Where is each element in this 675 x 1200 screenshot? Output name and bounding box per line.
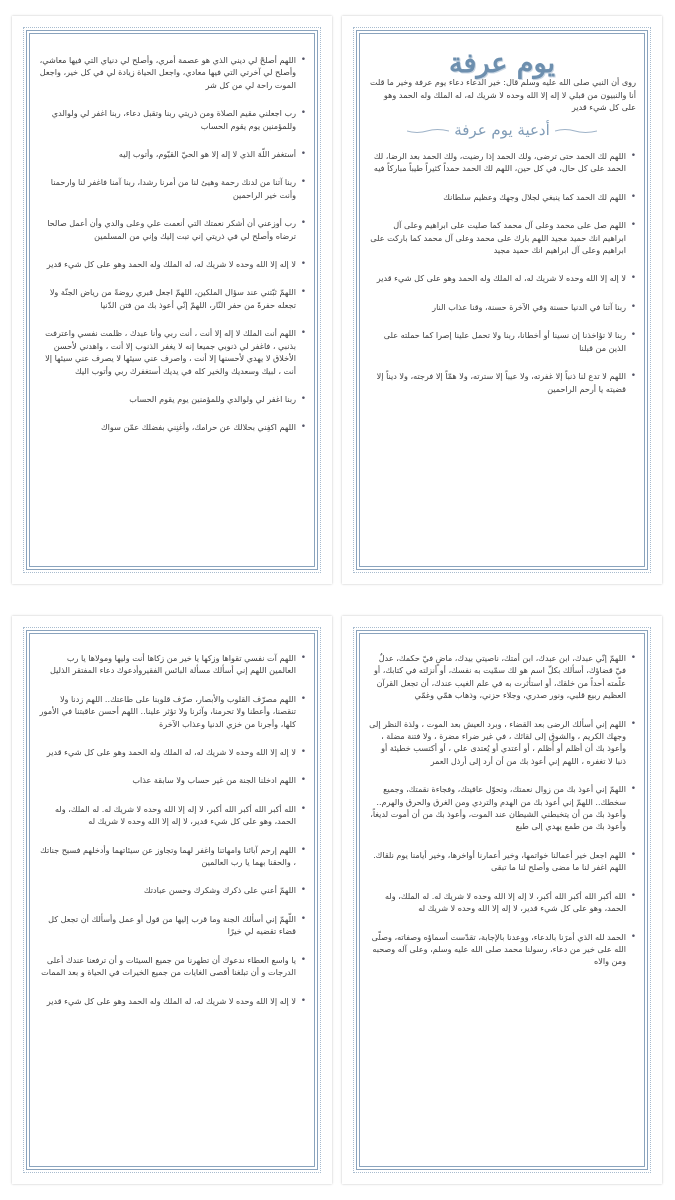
dua-item: • اللهم اجعل خير أعمالنا خواتمها، وخير أعمارنا أواخرها، وخير أيامنا يوم نلقاك. اللهم اغفر لنا ما مضى وأصلح لنا ما تبقى xyxy=(368,849,636,874)
dua-item: • اللهم إرحم آبائنا وامهاتنا واغفر لهما وتجاوز عن سيئاتهما وأدخلهم فسيح جناتك ، والحقنا بهما يا رب العالمين xyxy=(38,844,306,869)
dua-item: • ربنا آتنا من لدنك رحمة وهيئ لنا من أمرنا رشدا، ربنا آمنا فاغفر لنا وارحمنا وأنت خير الراحمين xyxy=(38,176,306,201)
dua-item: • اللهم آت نفسي تقواها وزكها يا خير من زكاها أنت وليها ومولاها يا رب العالمين اللهم إني أسألك مسألة البائس الفقيروأدعوك دعاء المفتقر الذليل xyxy=(38,652,306,677)
page-title: يوم عرفة xyxy=(449,52,555,79)
dua-item: • اللهم مصرّف القلوب والأبصار، صرّف قلوبنا على طاعتك.. اللهم زدنا ولا تنقصنا، وأعطنا ولا تحرمنا، وآثرنا ولا تؤثر علينا.. اللهم أحسن عاقبتنا في الأمور كلها، وأجرنا من خزي الدنيا وعذاب الآخرة xyxy=(38,693,306,730)
dua-item: • لا إله إلا الله وحده لا شريك له، له الملك وله الحمد وهو على كل شيء قدير xyxy=(38,995,306,1007)
page-content xyxy=(368,652,636,1158)
dua-item: • اللهم لك الحمد حتى ترضى، ولك الحمد إذا رضيت، ولك الحمد بعد الرضا، لك الحمد على كل حال، في كل حين، اللهم لك الحمد حمداً كثيراً طيباً مباركاً فيه xyxy=(368,150,636,175)
page-bottom-right xyxy=(342,616,662,1184)
dua-item: • رب اجعلني مقيم الصلاة ومن ذريتي ربنا وتقبل دعاء، ربنا اغفر لي ولوالدي وللمؤمنين يوم يقوم الحساب xyxy=(38,107,306,132)
dua-list xyxy=(38,54,306,434)
flourish-icon xyxy=(407,128,449,134)
page-content xyxy=(38,54,306,558)
flourish-icon xyxy=(555,128,597,134)
dua-item: • اللهم أصلحْ لي ديني الذي هو عصمة أمري، وأصلح لي دنياي التي فيها معاشي، وأصلح لي آخرتي التي فيها معادي، واجعل الحياة زيادة لي في كل خير، واجعل الموت راحة لي من كل شر xyxy=(38,54,306,91)
dua-item: • اللهمّ ثبّتني عند سؤال الملكين، اللهمّ اجعل قبري روضةً من رياض الجنّة ولا تجعله حفرةً من حفر النّار، اللهمّ إنّي أعوذ بك من فتن الدّنيا xyxy=(38,286,306,311)
dua-item: • اللهمّ إنّي عبدك، ابن عبدك، ابن أمتك، ناصيتي بيدك، ماضٍ فيّ حكمك، عدلٌ فيّ قضاؤك، أسألك بكلّ اسم هو لك سمّيت به نفسك، أو أنزلته في كتابك، أو علّمته أحداً من خلقك، أو استأثرت به في علم الغيب عندك، أن تجعل القرآن العظيم ربيع قلبي، ونور صدري، وجلاء حزني، وذهاب همّي وغمّي xyxy=(368,652,636,702)
dua-item: • الحمد لله الذي أمرَنا بالدعاء، ووعدنا بالإجابة، تقدّست أسماؤه وصفاته، وصلّى الله على خير من دعاء، رسولنا محمد صلى الله عليه وسلم، وعلى آله وصحبه ومن والاه xyxy=(368,931,636,968)
page-content xyxy=(38,652,306,1158)
page-top-right xyxy=(342,16,662,584)
dua-list xyxy=(38,652,306,1007)
dua-item: • رب أوزعني أن أشكر نعمتك التي أنعمت علي وعلى والدي وأن أعمل صالحا ترضاه وأصلح لي في ذريتي إني تبت إليك وإني من المسلمين xyxy=(38,217,306,242)
dua-item: • ربنا اغفر لي ولوالدي وللمؤمنين يوم يقوم الحساب xyxy=(38,393,306,405)
page-bottom-left xyxy=(12,616,332,1184)
dua-item: • ربنا لا تؤاخذنا إن نسينا أو أخطانا، ربنا ولا تحمل علينا إصرا كما حملته على الذين من قبلنا xyxy=(368,329,636,354)
section-subtitle xyxy=(368,120,636,139)
dua-item: • اللهم لك الحمد كما ينبغي لجلال وجهك وعظيم سلطانك xyxy=(368,191,636,203)
dua-item: • اللهم لا تدع لنا ذنباً إلا غفرته، ولا عيباً إلا سترته، ولا همّاً إلا فرجته، ولا ديناً إلا قضيته يا أرحم الراحمين xyxy=(368,370,636,395)
dua-item: • اللّهمّ إني أسألك الجنة وما قرب إليها من قول أو عمل وأسألك أن تجعل كل قضاء تقضيه لي خيرًا xyxy=(38,913,306,938)
dua-item: • اللهم اكفِني بحلالك عن حرامك، وأغنِني بفضلك عمّن سواك xyxy=(38,421,306,433)
dua-item: • اللهم ادخلنا الجنة من غير حساب ولا سابقة عذاب xyxy=(38,774,306,786)
intro-text: روى أن النبي صلى الله عليه وسلم قال: خير الدعاء دعاء يوم عرفة وخير ما قلت أنا والنبيون من قبلي لا إله إلا الله وحده لا شريك له، له الملك وله الحمد وهو على كل شيء قدير xyxy=(369,77,636,113)
dua-item: • أستغفر اللّهَ الذي لا إله إلا هو الحيّ القيّوم، وأتوب إليه xyxy=(38,148,306,160)
page-content xyxy=(368,52,636,558)
dua-item: • الله أكبر الله أكبر الله أكبر، لا إله إلا الله وحده لا شريك له. له الملك، وله الحمد، وهو على كل شيء قدير، لا إله إلا الله وحده لا شريك له xyxy=(368,890,636,915)
dua-item: • اللهمّ إني أعوذ بك من زوال نعمتك، وتحوّل عافيتك، وفجاءة نقمتك، وجميع سخطك.. اللهمّ إني أعوذ بك من الهدم والتردي ومن الغرق والحرق والهرم.. وأعوذ بك من أن يتخبطني الشيطان عند الموت، وأعوذ بك من أن أموت لديغاً، وأعوذ بك من طمع يهدي إلى طبع xyxy=(368,783,636,833)
dua-item: • الله أكبر الله أكبر الله أكبر، لا إله إلا الله وحده لا شريك له. له الملك، وله الحمد، وهو على كل شيء قدير، لا إله إلا الله وحده لا شريك له xyxy=(38,803,306,828)
dua-item: • اللهم صل على محمد وعلى آل محمد كما صليت على ابراهيم وعلى آل ابراهيم انك حميد مجيد اللهم بارك على محمد وعلى آل محمد كما باركت على ابراهيم وعلى آل ابراهيم انك حميد مجيد xyxy=(368,219,636,256)
dua-item: • اللهمّ أعني على ذكرك وشكرك وحسن عبادتك xyxy=(38,884,306,896)
dua-item: • اللهم أنت الملك لا إله إلا أنت ، أنت ربي وأنا عبدك ، ظلمت نفسي واعترفت بذنبي ، فاغفر لي ذنوبي جميعا إنه لا يغفر الذنوب إلا أنت ، واهدني لأحسن الأخلاق لا يهدي لأحسنها إلا أنت ، واصرف عني سيئها لا يصرف عني سيئها إلا أنت ، لبيك وسعديك والخير كله في يديك أستغفرك ربي وأتوب اليك xyxy=(38,327,306,377)
subtitle-text: أدعية يوم عرفة xyxy=(454,120,550,139)
dua-list xyxy=(368,150,636,395)
dua-item: • اللهم إني أسألك الرضى بعد القضاء ، وبرد العيش بعد الموت ، ولذة النظر إلى وجهك الكريم ، والشوق إلى لقائك ، في غير ضراء مضرة ، ولا فتنة مضلة ، وأعوذ بك أن أظلم أو أُظلم ، أو أعتدي أو يُعتدى علي ، أو أكتسب خطيئة أو ذنبا لا تغفره ، اللهم إني أعوذ بك من أن أرد إلى أرذل العمر xyxy=(368,718,636,768)
dua-item: • لا إله إلا الله وحده لا شريك له، له الملك وله الحمد وهو على كل شيء قدير xyxy=(38,258,306,270)
page-top-left xyxy=(12,16,332,584)
dua-item: • ربنا آتنا في الدنيا حسنة وفي الآخرة حسنة، وقنا عذاب النار xyxy=(368,301,636,313)
dua-list xyxy=(368,652,636,968)
dua-item: • يا واسع العطاء ندعوك أن تطهرنا من جميع السيئات و أن ترفعنا عندك أعلى الدرجات و أن تبلغنا أقصى الغايات من جميع الخيرات في الحياة و بعد الممات xyxy=(38,954,306,979)
dua-item: • لا إله إلا الله وحده لا شريك له، له الملك وله الحمد وهو على كل شيء قدير xyxy=(38,746,306,758)
dua-item: • لا إله إلا الله وحده لا شريك له، له الملك وله الحمد وهو على كل شيء قدير xyxy=(368,272,636,284)
